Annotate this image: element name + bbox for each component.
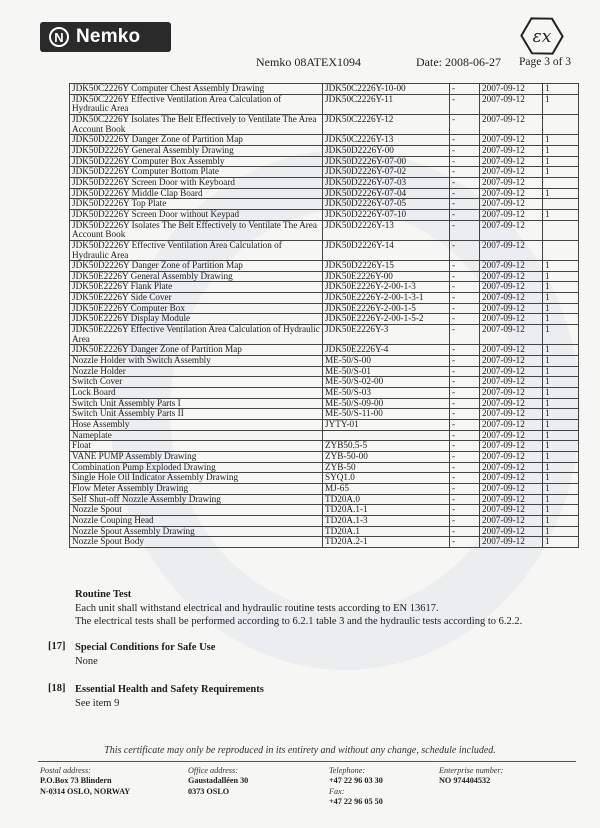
drawing-title-cell: JDK50D2226Y Isolates The Belt Effectively to Ventilate The Area Account Book	[70, 220, 323, 240]
date-cell: 2007-09-12	[480, 398, 543, 409]
date-cell: 2007-09-12	[480, 451, 543, 462]
postal-line2: N-0314 OSLO, NORWAY	[40, 786, 131, 796]
table-row	[70, 398, 579, 409]
revision-cell: -	[450, 303, 480, 314]
pages-cell: 1	[543, 441, 579, 452]
drawing-number-cell: JDK50D2226Y-07-04	[323, 188, 450, 199]
table-row	[70, 526, 579, 537]
drawing-title-cell: JDK50E2226Y Flank Plate	[70, 282, 323, 293]
table-row	[70, 114, 579, 134]
date-cell: 2007-09-12	[480, 177, 543, 188]
section-18-text: See item 9	[75, 697, 120, 709]
section-17-number: [17]	[48, 641, 66, 652]
table-row	[70, 209, 579, 220]
date-cell: 2007-09-12	[480, 94, 543, 114]
date-cell: 2007-09-12	[480, 135, 543, 146]
table-row	[70, 515, 579, 526]
enterprise-label: Enterprise number:	[439, 766, 504, 775]
drawing-number-cell: ME-50/S-11-00	[323, 409, 450, 420]
drawing-number-cell: TD20A.1-3	[323, 515, 450, 526]
drawing-title-cell: Switch Unit Assembly Parts II	[70, 409, 323, 420]
table-row	[70, 325, 579, 345]
drawing-number-cell: JDK50D2226Y-07-00	[323, 156, 450, 167]
drawing-number-cell: ME-50/S-09-00	[323, 398, 450, 409]
drawing-number-cell: JDK50D2226Y-07-03	[323, 177, 450, 188]
pages-cell: 1	[543, 345, 579, 356]
date-cell: 2007-09-12	[480, 293, 543, 304]
drawing-number-cell: JDK50E2226Y-3	[323, 325, 450, 345]
table-row	[70, 188, 579, 199]
table-row	[70, 430, 579, 441]
drawing-title-cell: JDK50D2226Y General Assembly Drawing	[70, 145, 323, 156]
date-cell: 2007-09-12	[480, 240, 543, 260]
revision-cell: -	[450, 441, 480, 452]
drawing-number-cell: JDK50D2226Y-13	[323, 220, 450, 240]
drawing-number-cell: JDK50E2226Y-2-00-1-5	[323, 303, 450, 314]
drawings-table-body	[70, 84, 579, 548]
section-17-text: None	[75, 655, 98, 667]
date-cell: 2007-09-12	[480, 483, 543, 494]
date-cell: 2007-09-12	[480, 114, 543, 134]
date-cell: 2007-09-12	[480, 145, 543, 156]
drawing-number-cell: JDK50C2226Y-13	[323, 135, 450, 146]
revision-cell: -	[450, 494, 480, 505]
date-cell: 2007-09-12	[480, 462, 543, 473]
table-row	[70, 199, 579, 210]
drawing-title-cell: Flow Meter Assembly Drawing	[70, 483, 323, 494]
table-row	[70, 94, 579, 114]
revision-cell: -	[450, 167, 480, 178]
drawing-title-cell: Nameplate	[70, 430, 323, 441]
table-row	[70, 135, 579, 146]
pages-cell: 1	[543, 515, 579, 526]
date-cell: 2007-09-12	[480, 494, 543, 505]
table-row	[70, 156, 579, 167]
pages-cell: 1	[543, 314, 579, 325]
footer-telephone	[329, 766, 383, 807]
drawing-title-cell: Combination Pump Exploded Drawing	[70, 462, 323, 473]
revision-cell: -	[450, 177, 480, 188]
date-cell: 2007-09-12	[480, 345, 543, 356]
table-row	[70, 505, 579, 516]
drawing-number-cell: JDK50E2226Y-2-00-1-5-2	[323, 314, 450, 325]
drawing-title-cell: Nozzle Spout	[70, 505, 323, 516]
table-row	[70, 220, 579, 240]
date-cell: 2007-09-12	[480, 430, 543, 441]
revision-cell: -	[450, 282, 480, 293]
drawing-number-cell: ME-50/S-02-00	[323, 377, 450, 388]
pages-cell	[543, 177, 579, 188]
date-cell: 2007-09-12	[480, 188, 543, 199]
nemko-logo	[40, 22, 171, 52]
drawing-title-cell: Float	[70, 441, 323, 452]
drawing-number-cell: ME-50/S-03	[323, 388, 450, 399]
section-17-heading: Special Conditions for Safe Use	[75, 642, 216, 653]
drawing-title-cell: JDK50D2226Y Computer Bottom Plate	[70, 167, 323, 178]
date-cell: 2007-09-12	[480, 303, 543, 314]
date-cell: 2007-09-12	[480, 505, 543, 516]
drawing-number-cell: JDK50C2226Y-10-00	[323, 84, 450, 95]
pages-cell: 1	[543, 388, 579, 399]
table-row	[70, 282, 579, 293]
date-cell: 2007-09-12	[480, 199, 543, 210]
footer-office	[188, 766, 248, 797]
drawing-number-cell: JDK50E2226Y-4	[323, 345, 450, 356]
revision-cell: -	[450, 345, 480, 356]
drawing-title-cell: Switch Unit Assembly Parts I	[70, 398, 323, 409]
revision-cell: -	[450, 135, 480, 146]
drawing-number-cell: TD20A.2-1	[323, 537, 450, 548]
revision-cell: -	[450, 515, 480, 526]
drawing-number-cell: JDK50C2226Y-11	[323, 94, 450, 114]
drawing-number-cell: JDK50C2226Y-12	[323, 114, 450, 134]
pages-cell: 1	[543, 494, 579, 505]
drawing-title-cell: JDK50D2226Y Computer Box Assembly	[70, 156, 323, 167]
pages-cell: 1	[543, 303, 579, 314]
table-row	[70, 473, 579, 484]
revision-cell: -	[450, 451, 480, 462]
pages-cell: 1	[543, 473, 579, 484]
table-row	[70, 240, 579, 260]
drawing-number-cell: JDK50E2226Y-2-00-1-3-1	[323, 293, 450, 304]
pages-cell: 1	[543, 505, 579, 516]
pages-cell: 1	[543, 167, 579, 178]
drawing-title-cell: Switch Cover	[70, 377, 323, 388]
pages-cell: 1	[543, 462, 579, 473]
revision-cell: -	[450, 261, 480, 272]
section-18-number: [18]	[48, 683, 66, 694]
drawing-number-cell	[323, 430, 450, 441]
date-cell: 2007-09-12	[480, 156, 543, 167]
date-cell: 2007-09-12	[480, 282, 543, 293]
table-row	[70, 84, 579, 95]
table-row	[70, 409, 579, 420]
routine-test-section	[75, 588, 522, 629]
drawing-title-cell: JDK50C2226Y Isolates The Belt Effectively to Ventilate The Area Account Book	[70, 114, 323, 134]
routine-test-line2: The electrical tests shall be performed according to 6.2.1 table 3 and the hydraulic tests according to 6.2.2.	[75, 616, 523, 628]
date-cell: 2007-09-12	[480, 325, 543, 345]
pages-cell: 1	[543, 325, 579, 345]
page-number: Page 3 of 3	[519, 56, 572, 68]
section-18	[75, 683, 264, 710]
office-label: Office address:	[188, 766, 238, 775]
table-row	[70, 177, 579, 188]
telephone-label: Telephone:	[329, 766, 366, 775]
fax-label: Fax:	[329, 786, 345, 796]
date-cell: 2007-09-12	[480, 409, 543, 420]
revision-cell: -	[450, 156, 480, 167]
logo-mark-icon: N	[49, 27, 69, 47]
date-cell: 2007-09-12	[480, 441, 543, 452]
drawing-title-cell: Nozzle Holder	[70, 366, 323, 377]
date-cell: 2007-09-12	[480, 366, 543, 377]
table-row	[70, 420, 579, 431]
pages-cell: 1	[543, 209, 579, 220]
drawing-title-cell: Nozzle Spout Body	[70, 537, 323, 548]
drawing-title-cell: JDK50D2226Y Screen Door with Keyboard	[70, 177, 323, 188]
revision-cell: -	[450, 430, 480, 441]
table-row	[70, 261, 579, 272]
revision-cell: -	[450, 420, 480, 431]
ex-mark-text: εx	[532, 27, 552, 47]
date-cell: 2007-09-12	[480, 209, 543, 220]
postal-line1: P.O.Box 73 Blindern	[40, 776, 112, 786]
drawing-number-cell: ZYB-50	[323, 462, 450, 473]
pages-cell: 1	[543, 377, 579, 388]
revision-cell: -	[450, 366, 480, 377]
drawing-title-cell: JDK50E2226Y Side Cover	[70, 293, 323, 304]
drawing-title-cell: JDK50D2226Y Top Plate	[70, 199, 323, 210]
date-cell: 2007-09-12	[480, 356, 543, 367]
revision-cell: -	[450, 473, 480, 484]
drawing-number-cell: ME-50/S-00	[323, 356, 450, 367]
table-row	[70, 345, 579, 356]
drawing-title-cell: JDK50E2226Y Danger Zone of Partition Map	[70, 345, 323, 356]
date-cell: 2007-09-12	[480, 84, 543, 95]
drawing-number-cell: JDK50D2226Y-14	[323, 240, 450, 260]
enterprise-value: NO 974404532	[439, 776, 491, 786]
date-cell: 2007-09-12	[480, 271, 543, 282]
drawing-title-cell: JDK50D2226Y Effective Ventilation Area Calculation of Hydraulic Area	[70, 240, 323, 260]
drawing-title-cell: JDK50C2226Y Effective Ventilation Area Calculation of Hydraulic Area	[70, 94, 323, 114]
drawing-number-cell: TD20A.0	[323, 494, 450, 505]
table-row	[70, 451, 579, 462]
pages-cell	[543, 199, 579, 210]
certificate-date: Date: 2008-06-27	[416, 55, 501, 69]
pages-cell	[543, 114, 579, 134]
date-cell: 2007-09-12	[480, 220, 543, 240]
drawing-title-cell: JDK50E2226Y General Assembly Drawing	[70, 271, 323, 282]
drawing-number-cell: JDK50E2226Y-2-00-1-3	[323, 282, 450, 293]
pages-cell	[543, 240, 579, 260]
table-row	[70, 145, 579, 156]
revision-cell: -	[450, 240, 480, 260]
revision-cell: -	[450, 84, 480, 95]
table-row	[70, 441, 579, 452]
drawing-number-cell: JDK50D2226Y-00	[323, 145, 450, 156]
date-cell: 2007-09-12	[480, 515, 543, 526]
drawing-title-cell: Self Shut-off Nozzle Assembly Drawing	[70, 494, 323, 505]
revision-cell: -	[450, 377, 480, 388]
drawing-number-cell: ZYB-50-00	[323, 451, 450, 462]
revision-cell: -	[450, 409, 480, 420]
drawing-number-cell: TD20A.1	[323, 526, 450, 537]
table-row	[70, 293, 579, 304]
table-row	[70, 388, 579, 399]
office-line2: 0373 OSLO	[188, 786, 230, 796]
pages-cell: 1	[543, 420, 579, 431]
drawing-title-cell: JDK50D2226Y Danger Zone of Partition Map	[70, 261, 323, 272]
revision-cell: -	[450, 325, 480, 345]
revision-cell: -	[450, 199, 480, 210]
date-cell: 2007-09-12	[480, 261, 543, 272]
disclaimer: This certificate may only be reproduced in its entirety and without any change, schedule included.	[104, 745, 496, 756]
date-cell: 2007-09-12	[480, 388, 543, 399]
date-cell: 2007-09-12	[480, 314, 543, 325]
drawing-number-cell: JDK50E2226Y-00	[323, 271, 450, 282]
date-cell: 2007-09-12	[480, 537, 543, 548]
fax-value: +47 22 96 05 50	[329, 796, 383, 806]
drawing-title-cell: Lock Board	[70, 388, 323, 399]
revision-cell: -	[450, 271, 480, 282]
drawing-title-cell: JDK50C2226Y Computer Chest Assembly Drawing	[70, 84, 323, 95]
postal-label: Postal address:	[40, 766, 91, 775]
certificate-number: Nemko 08ATEX1094	[256, 55, 361, 69]
table-row	[70, 356, 579, 367]
revision-cell: -	[450, 526, 480, 537]
ex-hexagon-icon	[520, 14, 564, 58]
drawing-number-cell: JYTY-01	[323, 420, 450, 431]
drawing-title-cell: JDK50E2226Y Computer Box	[70, 303, 323, 314]
revision-cell: -	[450, 356, 480, 367]
drawing-title-cell: Nozzle Holder with Switch Assembly	[70, 356, 323, 367]
drawing-title-cell: JDK50D2226Y Middle Clap Board	[70, 188, 323, 199]
date-cell: 2007-09-12	[480, 526, 543, 537]
routine-test-heading: Routine Test	[75, 589, 132, 600]
drawing-number-cell: JDK50D2226Y-07-10	[323, 209, 450, 220]
section-17	[75, 641, 215, 668]
date-cell: 2007-09-12	[480, 473, 543, 484]
pages-cell: 1	[543, 526, 579, 537]
routine-test-line1: Each unit shall withstand electrical and hydraulic routine tests according to EN 13617.	[75, 602, 439, 614]
revision-cell: -	[450, 94, 480, 114]
pages-cell: 1	[543, 430, 579, 441]
revision-cell: -	[450, 483, 480, 494]
table-row	[70, 314, 579, 325]
pages-cell: 1	[543, 366, 579, 377]
pages-cell: 1	[543, 282, 579, 293]
revision-cell: -	[450, 462, 480, 473]
pages-cell: 1	[543, 451, 579, 462]
drawing-title-cell: JDK50E2226Y Effective Ventilation Area Calculation of Hydraulic Area	[70, 325, 323, 345]
table-row	[70, 303, 579, 314]
drawings-table	[69, 83, 579, 548]
revision-cell: -	[450, 209, 480, 220]
table-row	[70, 271, 579, 282]
table-row	[70, 537, 579, 548]
pages-cell: 1	[543, 188, 579, 199]
pages-cell: 1	[543, 398, 579, 409]
footer-postal	[40, 766, 130, 797]
drawing-number-cell: SYQ1.0	[323, 473, 450, 484]
revision-cell: -	[450, 388, 480, 399]
drawing-title-cell: Single Hole Oil Indicator Assembly Drawing	[70, 473, 323, 484]
revision-cell: -	[450, 398, 480, 409]
pages-cell: 1	[543, 135, 579, 146]
table-row	[70, 483, 579, 494]
pages-cell: 1	[543, 145, 579, 156]
pages-cell: 1	[543, 156, 579, 167]
table-row	[70, 462, 579, 473]
pages-cell: 1	[543, 483, 579, 494]
drawing-title-cell: Nozzle Spout Assembly Drawing	[70, 526, 323, 537]
date-cell: 2007-09-12	[480, 377, 543, 388]
table-row	[70, 167, 579, 178]
footer-divider	[38, 761, 576, 762]
pages-cell: 1	[543, 409, 579, 420]
drawing-number-cell: JDK50D2226Y-15	[323, 261, 450, 272]
revision-cell: -	[450, 537, 480, 548]
pages-cell: 1	[543, 261, 579, 272]
section-18-heading: Essential Health and Safety Requirements	[75, 684, 264, 695]
revision-cell: -	[450, 114, 480, 134]
revision-cell: -	[450, 293, 480, 304]
drawing-number-cell: ME-50/S-01	[323, 366, 450, 377]
drawing-title-cell: JDK50E2226Y Display Module	[70, 314, 323, 325]
pages-cell	[543, 220, 579, 240]
footer-enterprise	[439, 766, 503, 787]
table-row	[70, 377, 579, 388]
pages-cell: 1	[543, 537, 579, 548]
drawing-number-cell: JDK50D2226Y-07-05	[323, 199, 450, 210]
revision-cell: -	[450, 314, 480, 325]
pages-cell: 1	[543, 94, 579, 114]
revision-cell: -	[450, 220, 480, 240]
logo-text: Nemko	[76, 26, 141, 47]
telephone-value: +47 22 96 03 30	[329, 776, 383, 786]
drawing-number-cell: JDK50D2226Y-07-02	[323, 167, 450, 178]
date-cell: 2007-09-12	[480, 420, 543, 431]
drawing-number-cell: MJ-65	[323, 483, 450, 494]
table-row	[70, 366, 579, 377]
office-line1: Gaustadalléen 30	[188, 776, 249, 786]
drawing-title-cell: JDK50D2226Y Screen Door without Keypad	[70, 209, 323, 220]
pages-cell: 1	[543, 356, 579, 367]
date-cell: 2007-09-12	[480, 167, 543, 178]
pages-cell: 1	[543, 293, 579, 304]
drawing-number-cell: ZYB50.5-5	[323, 441, 450, 452]
revision-cell: -	[450, 505, 480, 516]
revision-cell: -	[450, 188, 480, 199]
drawing-number-cell: TD20A.1-1	[323, 505, 450, 516]
revision-cell: -	[450, 145, 480, 156]
drawing-title-cell: VANE PUMP Assembly Drawing	[70, 451, 323, 462]
table-row	[70, 494, 579, 505]
drawing-title-cell: JDK50D2226Y Danger Zone of Partition Map	[70, 135, 323, 146]
drawing-title-cell: Hose Assembly	[70, 420, 323, 431]
pages-cell: 1	[543, 84, 579, 95]
drawing-title-cell: Nozzle Couping Head	[70, 515, 323, 526]
pages-cell: 1	[543, 271, 579, 282]
